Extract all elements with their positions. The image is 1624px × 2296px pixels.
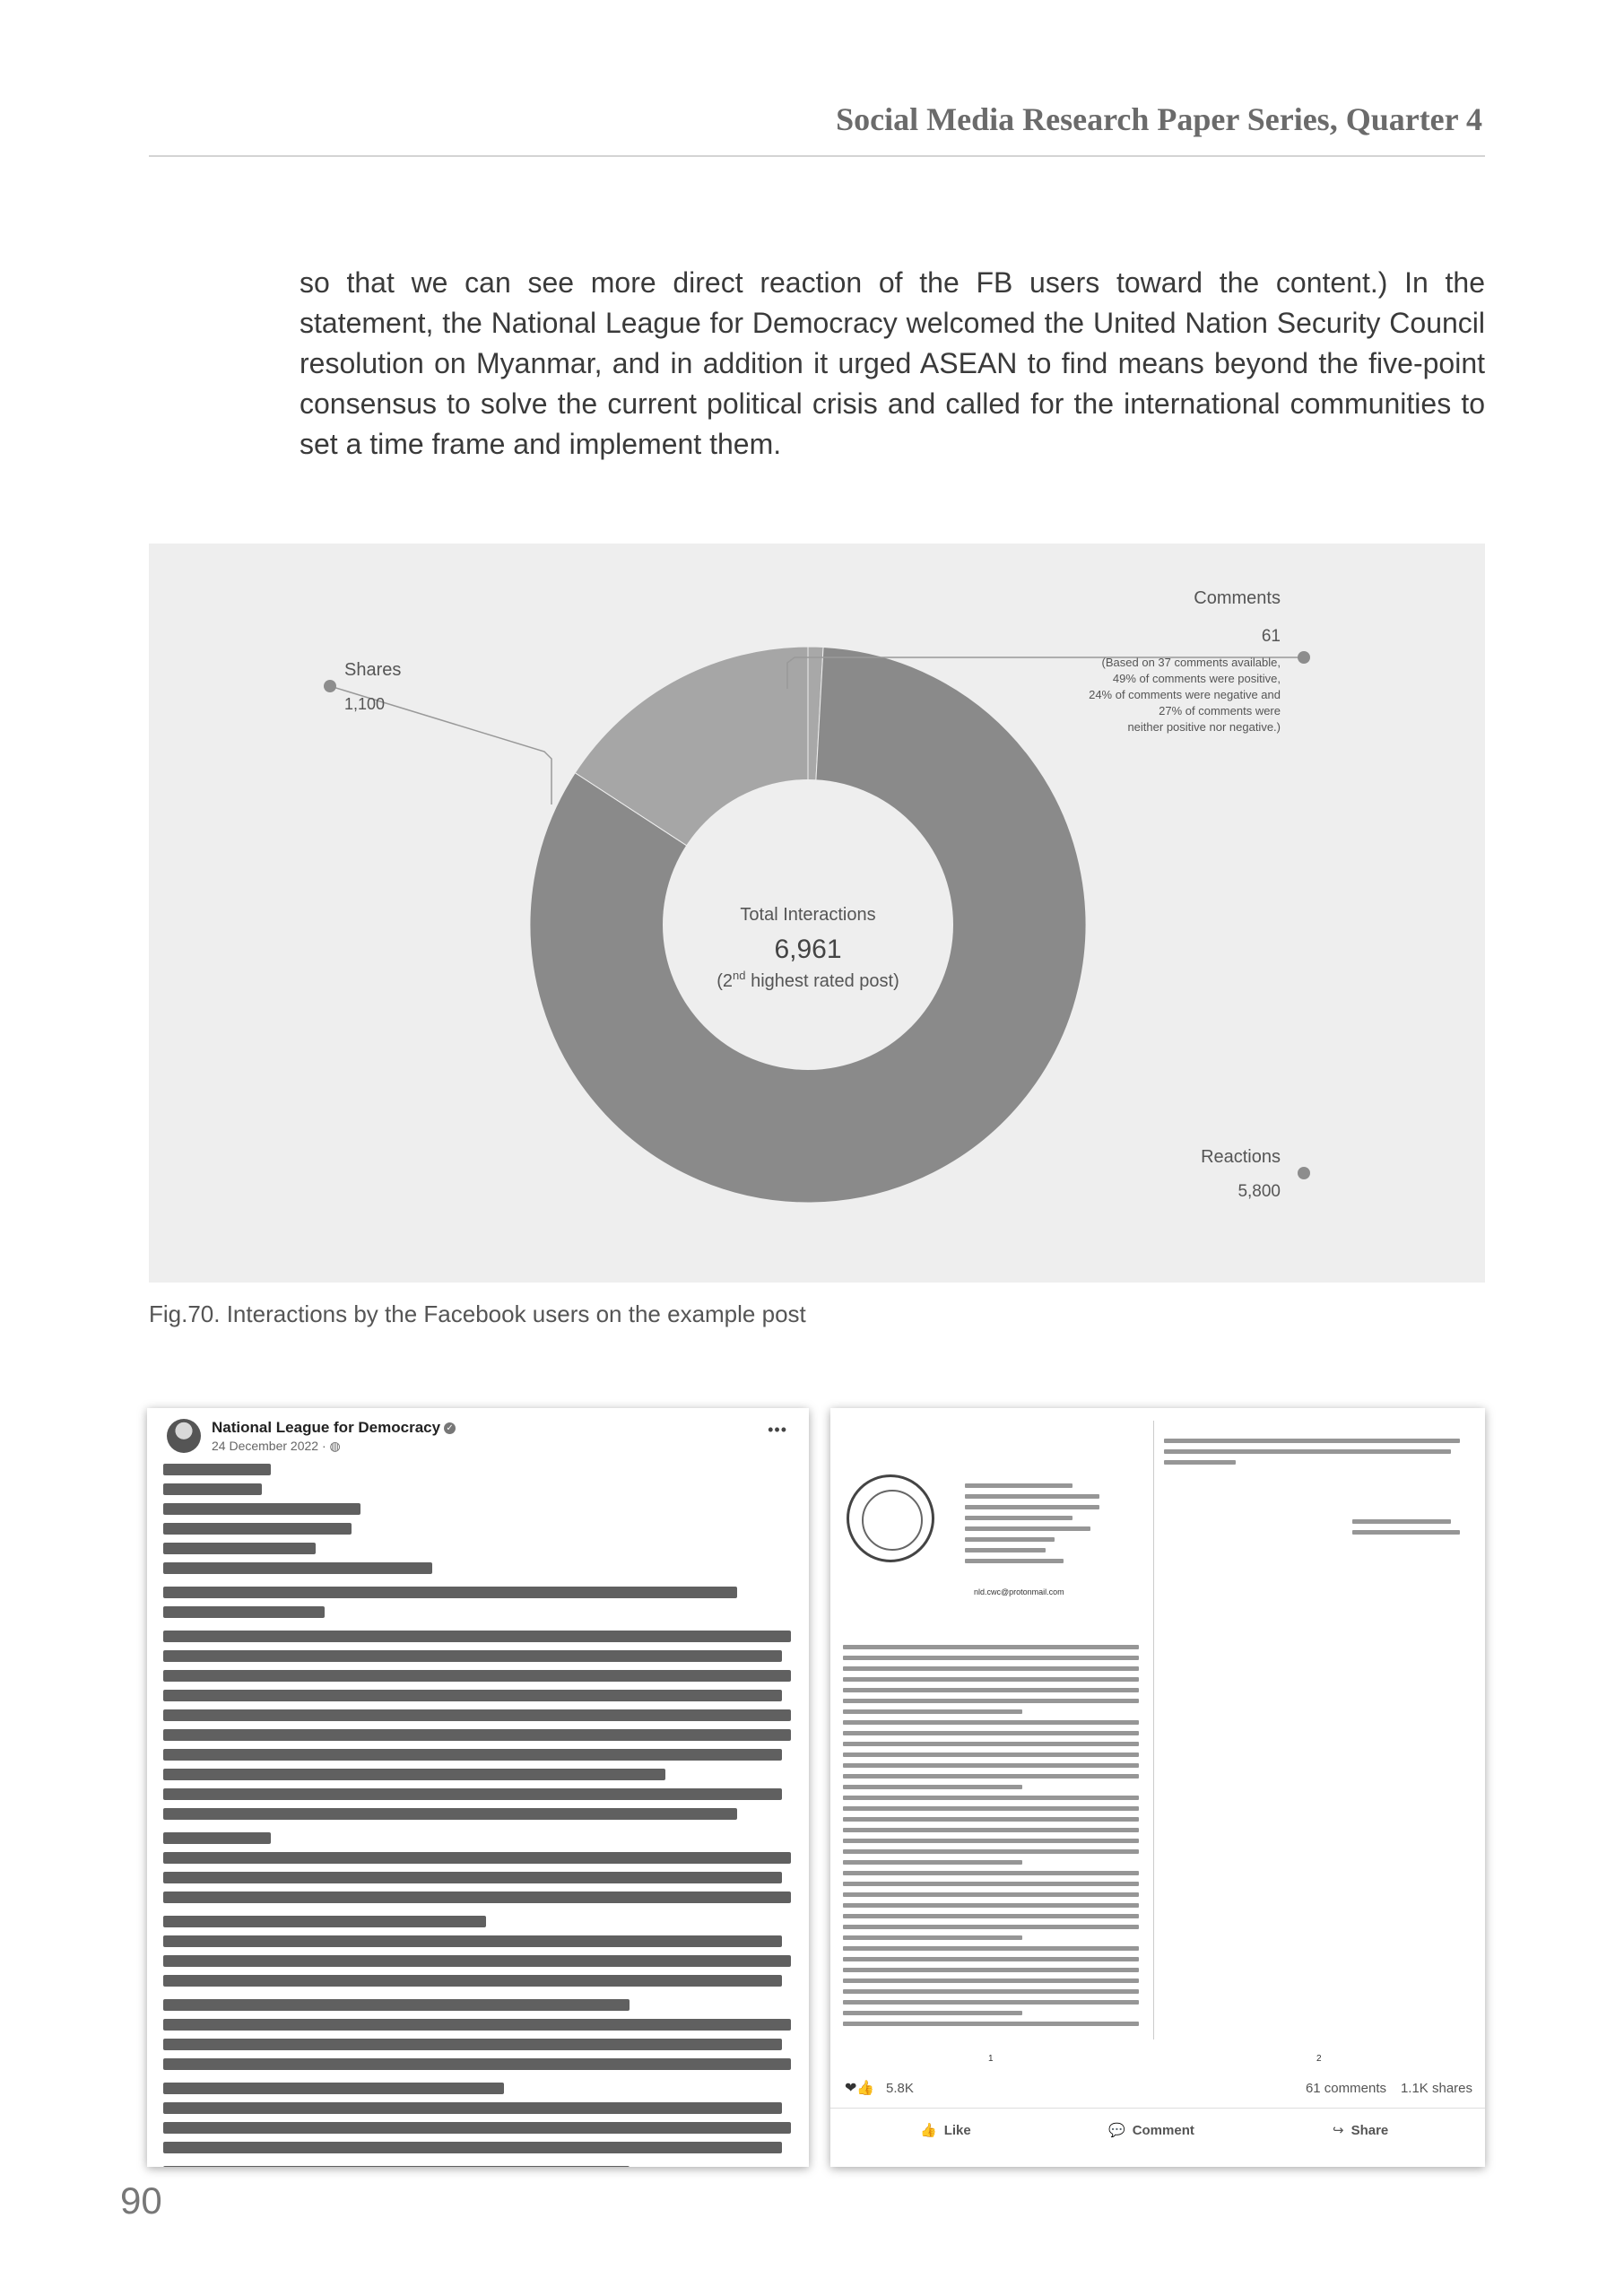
- letter-text-line: [965, 1516, 1073, 1520]
- letter-text-line: [843, 1946, 1139, 1951]
- post-text-line: [163, 1690, 782, 1701]
- shares-marker: [324, 680, 336, 692]
- letter-text-line: [843, 1785, 1022, 1789]
- post-text-line: [163, 1832, 271, 1844]
- donut-chart-svg: [149, 544, 1485, 1283]
- letter-text-line: [965, 1548, 1046, 1552]
- interactions-chart: [149, 544, 1485, 1283]
- letter-text-line: [843, 2011, 1022, 2015]
- letter-text-line: [965, 1559, 1064, 1563]
- post-text-line: [163, 1872, 782, 1883]
- letter-text-line: [965, 1505, 1099, 1509]
- shares-label: Shares: [344, 660, 402, 680]
- letter-text-line: [1164, 1439, 1460, 1443]
- post-text-line: [163, 2058, 791, 2070]
- figure-caption: Fig.70. Interactions by the Facebook users on the example post: [149, 1300, 806, 1327]
- post-text-line: [163, 1562, 432, 1574]
- letter-text-line: [843, 1742, 1139, 1746]
- letter-text-line: [843, 1720, 1139, 1725]
- header-divider: [149, 155, 1485, 157]
- shares-count[interactable]: 1.1K shares: [1400, 2081, 1472, 2096]
- post-text-line: [163, 1999, 630, 2011]
- comments-marker: [1298, 651, 1310, 664]
- letter-text-line: [1164, 1460, 1236, 1465]
- comments-note-line: 49% of comments were positive,: [1112, 672, 1281, 685]
- letter-text-line: [843, 1752, 1139, 1757]
- letter-text-line: [843, 1709, 1022, 1714]
- letter-text-line: [843, 1914, 1139, 1918]
- reaction-count[interactable]: 5.8K: [886, 2081, 914, 2096]
- letter-text-line: [843, 1645, 1139, 1649]
- post-text-line: [163, 1670, 791, 1682]
- post-text-line: [163, 1606, 325, 1618]
- letter-text-line: [843, 1828, 1139, 1832]
- post-text-line: [163, 2019, 791, 2031]
- letter-text-line: [843, 1979, 1139, 1983]
- post-action-bar: [830, 2111, 1485, 2152]
- series-title: Social Media Research Paper Series, Quarter 4: [836, 101, 1482, 137]
- letter-text-line: [843, 1935, 1022, 1940]
- post-text-line: [163, 1729, 791, 1741]
- post-text-line: [163, 1749, 782, 1761]
- letter-text-line: [843, 1699, 1139, 1703]
- reactions-marker: [1298, 1167, 1310, 1179]
- post-header: [167, 1417, 795, 1467]
- letter-text-line: [843, 1666, 1139, 1671]
- center-note: (2nd highest rated post): [716, 969, 899, 991]
- post-text-line: [163, 2102, 782, 2114]
- letter-text-line: [965, 1494, 1099, 1499]
- letter-text-line: [843, 1763, 1139, 1768]
- post-text-line: [163, 1916, 486, 1927]
- letter-text-line: [843, 2000, 1139, 2005]
- post-text-line: [163, 2166, 630, 2167]
- post-text-line: [163, 1587, 737, 1598]
- letter-text-line: [843, 1796, 1139, 1800]
- letter-page-number: 1: [988, 2054, 994, 2064]
- post-text-line: [163, 1709, 791, 1721]
- letter-text-line: [965, 1537, 1055, 1542]
- letter-text-line: [843, 1656, 1139, 1660]
- letter-page-number: 2: [1316, 2054, 1322, 2064]
- facebook-post-text-card: [147, 1408, 809, 2167]
- post-text-line: [163, 1808, 737, 1820]
- post-text-line: [163, 1975, 782, 1987]
- post-text-line: [163, 1503, 360, 1515]
- comments-note-line: 24% of comments were negative and: [1089, 688, 1281, 701]
- letter-text-line: [843, 1731, 1139, 1735]
- post-text-line: [163, 1935, 782, 1947]
- letter-text-line: [843, 1849, 1139, 1854]
- letter-text-line: [843, 1925, 1139, 1929]
- thumbs-up-icon: 👍: [920, 2123, 937, 2138]
- letter-email: nld.cwc@protonmail.com: [974, 1587, 1064, 1596]
- post-text-line: [163, 1852, 791, 1864]
- center-total: 6,961: [774, 935, 842, 964]
- letter-text-line: [843, 1882, 1139, 1886]
- post-text-line: [163, 1543, 316, 1554]
- letter-text-line: [843, 1677, 1139, 1682]
- letter-page-2: [1155, 1421, 1485, 2064]
- post-body-text: [163, 1464, 791, 2167]
- post-text-line: [163, 2142, 782, 2153]
- letter-text-line: [843, 1968, 1139, 1972]
- post-text-line: [163, 1788, 782, 1800]
- more-options-icon[interactable]: •••: [768, 1421, 787, 1439]
- globe-icon: ◍: [329, 1439, 341, 1453]
- post-date[interactable]: 24 December 2022 · ◍: [212, 1439, 341, 1453]
- avatar[interactable]: [167, 1419, 201, 1453]
- post-text-line: [163, 1523, 352, 1535]
- donut-hole: [663, 779, 953, 1070]
- letter-text-line: [843, 1774, 1139, 1779]
- post-text-line: [163, 1464, 271, 1475]
- letter-text-line: [843, 1839, 1139, 1843]
- post-text-line: [163, 1955, 791, 1967]
- center-title: Total Interactions: [740, 905, 876, 925]
- like-button[interactable]: 👍 Like: [920, 2123, 971, 2138]
- post-text-line: [163, 1892, 791, 1903]
- nld-seal-icon: [847, 1474, 934, 1562]
- reactions-value: 5,800: [1238, 1182, 1281, 1201]
- comments-label: Comments: [1194, 588, 1281, 608]
- facebook-post-image-card: [830, 1408, 1485, 2167]
- letter-text-line: [843, 1903, 1139, 1908]
- reaction-summary: [830, 2072, 1485, 2109]
- letter-text-line: [843, 1871, 1139, 1875]
- speech-bubble-icon: 💬: [1108, 2123, 1125, 2138]
- letter-page-1: [830, 1421, 1154, 2064]
- letter-text-line: [843, 1989, 1139, 1994]
- comments-note-line: (Based on 37 comments available,: [1101, 656, 1281, 669]
- letter-text-line: [843, 1860, 1022, 1865]
- verified-icon: ✓: [444, 1422, 456, 1434]
- letter-text-line: [843, 1688, 1139, 1692]
- share-arrow-icon: ↪: [1333, 2123, 1344, 2138]
- post-text-line: [163, 1631, 791, 1642]
- letter-text-line: [1352, 1530, 1460, 1535]
- page-name[interactable]: National League for Democracy ✓: [212, 1419, 456, 1437]
- letter-text-line: [843, 1817, 1139, 1822]
- letter-text-line: [1164, 1449, 1451, 1454]
- post-text-line: [163, 2122, 791, 2134]
- comments-value: 61: [1261, 627, 1281, 646]
- body-paragraph: so that we can see more direct reaction of the FB users toward the content.) In the statement, the National League for Democracy welcomed the United Nation Security Council resolution on Myanmar, and in addition it urged ASEAN to find means beyond the five-point consensus to solve the current political crisis and called for the international communities to set a time frame and implement them.: [300, 266, 1485, 460]
- comment-button[interactable]: 💬 Comment: [1108, 2123, 1194, 2138]
- letter-text-line: [965, 1483, 1073, 1488]
- post-text-line: [163, 1769, 665, 1780]
- post-text-line: [163, 1650, 782, 1662]
- comments-note-line: 27% of comments were: [1159, 704, 1281, 718]
- letter-text-line: [965, 1526, 1090, 1531]
- letter-text-line: [843, 1892, 1139, 1897]
- reaction-icons[interactable]: ❤👍: [845, 2081, 875, 2096]
- shares-value: 1,100: [344, 695, 386, 713]
- comments-note-line: neither positive nor negative.): [1127, 720, 1281, 734]
- letter-text-line: [1352, 1519, 1451, 1524]
- share-button[interactable]: ↪ Share: [1333, 2123, 1389, 2138]
- post-text-line: [163, 2039, 782, 2050]
- letter-text-line: [843, 2022, 1139, 2026]
- letter-text-line: [843, 1806, 1139, 1811]
- post-text-line: [163, 1483, 262, 1495]
- reactions-label: Reactions: [1201, 1147, 1281, 1167]
- page-number: 90: [120, 2179, 162, 2222]
- letter-text-line: [843, 1957, 1139, 1961]
- comments-count[interactable]: 61 comments: [1305, 2081, 1386, 2096]
- post-text-line: [163, 2083, 504, 2094]
